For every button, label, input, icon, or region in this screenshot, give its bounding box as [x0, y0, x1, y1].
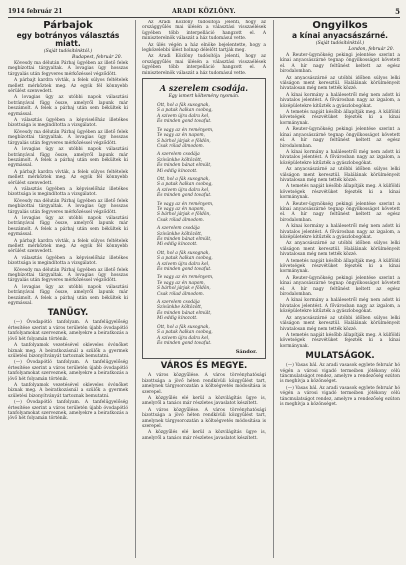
article-body-duels — [8, 61, 128, 306]
poem-dedication: Egy ismert költemény nyomán. — [168, 94, 240, 100]
column-2 — [142, 20, 266, 558]
poem-signature: Sándor. — [235, 349, 257, 356]
column-divider-2 — [273, 20, 274, 558]
article-dateline-suicide: London, február 20. — [348, 47, 394, 52]
paragraph: Az Aradi Közlöny tudósítója jelenti, hogy az országgyűlés mai ülésén a választási visszaélések ügyében több interpelláció hangzott el. A miniszterelnök válaszát a ház tudomásul vette. — [142, 20, 266, 42]
poem-stanza: Te vagy az én reményem, Te vagy az én napom, S bárhol járjak e földön, Csak rólad álmodom. — [157, 201, 214, 223]
newspaper-page — [8, 6, 400, 559]
article-subtitle-suicide: a kínai anyacsászárné. — [292, 31, 388, 40]
paragraph: (—) Óvodapótló tanfolyam. A tanfelügyelőség értesítése szerint a város területén újabb óvodapótló tanfolyamokat szerveznek, amelyekre a beiratkozás a jövő hét folyamán történik. — [8, 400, 128, 422]
header-masthead: ARADI KÖZLÖNY. — [172, 8, 236, 15]
poem-stanza: Ott, hol a fák susognak, S a patak halkan csobog, A szivem újra dalra kel, És minden gond tovafut. — [157, 103, 213, 125]
article-body-intro — [142, 20, 266, 76]
article-subtitle-duels: egy botrányos választás miatt. — [16, 31, 120, 48]
poem-stanza: A szerelem csodája Szívünkbe költözött, És minden bánat elmúlt, Mi eddig kínozott. — [157, 300, 212, 322]
paragraph: A párbajt kardra vívták, a felek súlyos feltételek mellett mérkőztek meg. Az egyik fél könnyebb sérülést szenvedett. — [8, 78, 128, 95]
column-3 — [280, 20, 400, 558]
poem-stanza: Ott, hol a fák susognak, S a patak halkan csobog, A szivem újra dalra kel, És minden gond tovafut. — [157, 324, 213, 346]
paragraph: A tanfolyamok vezetésével okleveles óvónőket bíznak meg. A beiratkozásnál a szülők a gyermek születési bizonyítványát tartoznak bemutatni. — [8, 382, 128, 399]
paragraph: Kövesdy ma délután Párbaj ügyében az illető felek megbízottai tárgyaltak. A lovagias ügy hosszas tárgyalás után fegyveres mérkőzéssel végződött. — [8, 267, 128, 284]
paragraph: Az anyacsászárné az utóbbi időben súlyos lelki válságon ment keresztül. Halálának körülményeit hivatalosan még nem tették közzé. — [280, 75, 400, 92]
paragraph: A város közgyűlése. A város törvényhatósági bizottsága a jövő héten rendkívüli közgyűlést tart, amelynek tárgysorozatán a költségvetés módosítása is szerepel. — [142, 407, 266, 429]
paragraph: Az ülés végén a ház elnöke bejelentette, hogy a legközelebbi ülést holnap délelőtt tartják meg. — [142, 42, 266, 54]
paragraph: A választás ügyében a képviselőház illetékes bizottsága is megindította a vizsgálatot. — [8, 186, 128, 198]
poem-stanza: Te vagy az én reményem, Te vagy az én napom, S bárhol járjak e földön, Csak rólad álmodom. — [157, 275, 214, 297]
paragraph: A Reuter-ügynökség pekingi jelentése szerint a kínai anyacsászárné tegnap öngyilkosságot követett el. A hír nagy feltűnést keltett az egész birodalomban. — [280, 127, 400, 149]
paragraph: A párbajt kardra vívták, a felek súlyos feltételek mellett mérkőztek meg. Az egyik fél könnyebb sérülést szenvedett. — [8, 169, 128, 186]
paragraph: A tanfolyamok vezetésével okleveles óvónőket bíznak meg. A beiratkozásnál a szülők a gyermek születési bizonyítványát tartoznak bemutatni. — [8, 343, 128, 359]
paragraph: Az anyacsászárné az utóbbi időben súlyos lelki válságon ment keresztül. Halálának körülményeit hivatalosan még nem tették közzé. — [280, 167, 400, 183]
header-page-number: 5 — [395, 7, 400, 16]
poem-stanza: A szerelem csodája Szívünkbe költözött, És minden bánat elmúlt, Mi eddig kínozott. — [157, 152, 212, 174]
poem-stanza: Te vagy az én reményem, Te vagy az én napom, S bárhol járjak e földön, Csak rólad álmodom. — [157, 127, 214, 149]
paragraph: A kínai kormány a halálesetről még nem adott ki hivatalos jelentést. A fővárosban nagy az izgalom, a középületekre kitűzték a gyászlobogókat. — [280, 92, 400, 109]
paragraph: Az anyacsászárné az utóbbi időben súlyos lelki válságon ment keresztül. Halálának körülményeit hivatalosan még nem tették közzé. — [280, 241, 400, 258]
paragraph: Kövesdy ma délután Párbaj ügyében az illető felek megbízottai tárgyaltak. A lovagias ügy hosszas tárgyalás után fegyveres mérkőzéssel végződött. — [8, 198, 128, 215]
paragraph: A kínai kormány a halálesetről még nem adott ki hivatalos jelentést. A fővárosban nagy az izgalom, a középületekre kitűzték a gyászlobogókat. — [280, 149, 400, 166]
header-date: 1914 február 21 — [8, 8, 63, 15]
header-rule — [8, 17, 400, 18]
paragraph: A Reuter-ügynökség pekingi jelentése szerint a kínai anyacsászárné tegnap öngyilkosságot követett el. A hír nagy feltűnést keltett az egész birodalomban. — [280, 53, 400, 75]
paragraph: A temetés napját később állapítják meg. A külföldi követségek részvétüket fejezték ki a kínai kormánynak. — [280, 110, 400, 126]
paragraph: A választás ügyében a képviselőház illetékes bizottsága is megindította a vizsgálatot. — [8, 118, 128, 129]
paragraph: A Reuter-ügynökség pekingi jelentése szerint a kínai anyacsászárné tegnap öngyilkosságot követett el. A hír nagy feltűnést keltett az egész birodalomban. — [280, 275, 400, 298]
paragraph: Az anyacsászárné az utóbbi időben súlyos lelki válságon ment keresztül. Halálának körülményeit hivatalosan még nem tették közzé. — [280, 315, 400, 332]
paragraph: (—) Vasas bál. Az aradi vasasok egylete február hó végén a városi vigadó termeiben jótékony célú táncmulatságot rendez, amelyre a rendezőség ezúton is meghívja a közönséget. — [280, 363, 400, 385]
paragraph: A lovagias ügy az utóbbi napok választási botrányával függ össze, amelyről lapunk már beszámolt. A felek a párbaj után sem békültek ki egymással. — [8, 284, 128, 307]
section-title-entertainment: MULATSÁGOK. — [305, 351, 375, 362]
paragraph: A lovagias ügy az utóbbi napok választási botrányával függ össze, amelyről lapunk már beszámolt. A felek a párbaj után sem békültek ki egymással. — [8, 215, 128, 238]
section-body-entertainment — [280, 363, 400, 407]
article-dateline-duels: Budapest, február 20. — [72, 55, 122, 60]
paragraph: Az Aradi Közlöny tudósítója jelenti, hogy az országgyűlés mai ülésén a választási visszaélések ügyében több interpelláció hangzott el. A miniszterelnök válaszát a ház tudomásul vette. — [142, 54, 266, 76]
paragraph: A temetés napját később állapítják meg. A külföldi követségek részvétüket fejezték ki a kínai kormánynak. — [280, 258, 400, 275]
paragraph: A közgyűlés elé kerül a közvilágítás ügye is, amelyről a tanács már részletes javaslatot készített. — [142, 395, 266, 407]
paragraph: A lovagias ügy az utóbbi napok választási botrányával függ össze, amelyről lapunk már beszámolt. A felek a párbaj után sem békültek ki egymással. — [8, 147, 128, 169]
article-source-duels: (Saját tudósítónktól.) — [43, 49, 93, 54]
paragraph: (—) Óvodapótló tanfolyam. A tanfelügyelőség értesítése szerint a város területén újabb óvodapótló tanfolyamokat szerveznek, amelyekre a beiratkozás a jövő hét folyamán történik. — [8, 320, 128, 342]
paragraph: A város közgyűlése. A város törvényhatósági bizottsága a jövő héten rendkívüli közgyűlést tart, amelynek tárgysorozatán a költségvetés módosítása is szerepel. — [142, 373, 266, 395]
paragraph: A lovagias ügy az utóbbi napok választási botrányával függ össze, amelyről lapunk már beszámolt. A felek a párbaj után sem békültek ki egymással. — [8, 95, 128, 117]
section-title-city-county: VÁROS ÉS MEGYE. — [160, 361, 248, 372]
column-divider-1 — [135, 20, 136, 558]
paragraph: (—) Óvodapótló tanfolyam. A tanfelügyelőség értesítése szerint a város területén újabb óvodapótló tanfolyamokat szerveznek, amelyekre a beiratkozás a jövő hét folyamán történik. — [8, 360, 128, 382]
article-source-suicide: (Saját tudósítónktól.) — [315, 41, 365, 46]
paragraph: Kövesdy ma délután Párbaj ügyében az illető felek megbízottai tárgyaltak. A lovagias ügy hosszas tárgyalás után fegyveres mérkőzéssel végződött. — [8, 129, 128, 146]
article-title-suicide: Öngyilkos — [312, 20, 368, 31]
article-title-duels: Párbajok — [43, 20, 93, 31]
article-body-suicide — [280, 53, 400, 349]
paragraph: A kínai kormány a halálesetről még nem adott ki hivatalos jelentést. A fővárosban nagy az izgalom, a középületekre kitűzték a gyászlobogókat. — [280, 298, 400, 315]
paragraph: A választás ügyében a képviselőház illetékes bizottsága is megindította a vizsgálatot. — [8, 255, 128, 267]
poem-title: A szerelem csodája. — [159, 83, 249, 94]
paragraph: A párbajt kardra vívták, a felek súlyos feltételek mellett mérkőztek meg. Az egyik fél könnyebb sérülést szenvedett. — [8, 238, 128, 255]
poem-stanza: A szerelem csodája Szívünkbe költözött, És minden bánat elmúlt, Mi eddig kínozott. — [157, 226, 212, 248]
paragraph: Kövesdy ma délután Párbaj ügyében az illető felek megbízottai tárgyaltak. A lovagias ügy hosszas tárgyalás után fegyveres mérkőzéssel végződött. — [8, 61, 128, 77]
section-title-education: TANÜGY. — [47, 308, 89, 319]
paragraph: (—) Vasas bál. Az aradi vasasok egylete február hó végén a városi vigadó termeiben jótékony célú táncmulatságot rendez, amelyre a rendezőség ezúton is meghívja a közönséget. — [280, 385, 400, 407]
section-body-education — [8, 320, 128, 421]
paragraph: A Reuter-ügynökség pekingi jelentése szerint a kínai anyacsászárné tegnap öngyilkosságot követett el. A hír nagy feltűnést keltett az egész birodalomban. — [280, 201, 400, 223]
poem-stanza: Ott, hol a fák susognak, S a patak halkan csobog, A szivem újra dalra kel, És minden gond tovafut. — [157, 250, 213, 273]
paragraph: A kínai kormány a halálesetről még nem adott ki hivatalos jelentést. A fővárosban nagy az izgalom, a középületekre kitűzték a gyászlobogókat. — [280, 224, 400, 240]
paragraph: A közgyűlés elé kerül a közvilágítás ügye is, amelyről a tanács már részletes javaslatot készített. — [142, 430, 266, 441]
paragraph: A temetés napját később állapítják meg. A külföldi követségek részvétüket fejezték ki a kínai kormánynak. — [280, 184, 400, 201]
poem-stanza: Ott, hol a fák susognak, S a patak halkan csobog, A szivem újra dalra kel, És minden gond tovafut. — [157, 176, 213, 199]
paragraph: A temetés napját később állapítják meg. A külföldi követségek részvétüket fejezték ki a kínai kormánynak. — [280, 332, 400, 349]
section-body-city-county — [142, 373, 266, 441]
column-1 — [8, 20, 128, 558]
poem-box — [142, 78, 266, 359]
